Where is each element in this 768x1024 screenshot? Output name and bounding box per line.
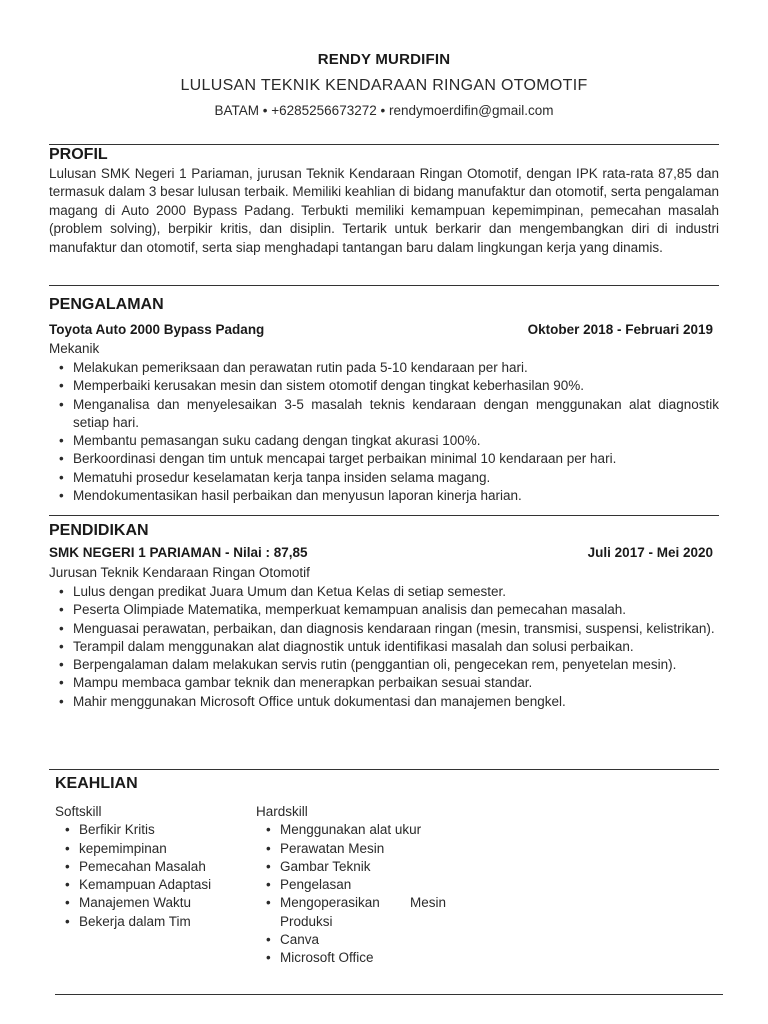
softskill-item: • Pemecahan Masalah [55,858,245,876]
education-item: • Mahir menggunakan Microsoft Office untuk dokumentasi dan manajemen bengkel. [49,693,719,711]
hardskill-item: • Pengelasan [256,876,446,894]
experience-item: • Memperbaiki kerusakan mesin dan sistem otomotif dengan tingkat keberhasilan 90%. [49,377,719,395]
school-dates: Juli 2017 - Mei 2020 [587,545,713,560]
section-heading-pendidikan: PENDIDIKAN [49,522,149,539]
softskill-label: Softskill [55,804,102,819]
experience-item: • Mendokumentasikan hasil perbaikan dan menyusun laporan kinerja harian. [49,487,719,505]
hardskill-item: • Mengoperasikan Mesin Produksi [256,894,446,931]
softskill-item: • Bekerja dalam Tim [55,913,245,931]
softskill-column [55,803,255,931]
section-heading-keahlian: KEAHLIAN [55,775,138,792]
hardskill-item: • Gambar Teknik [256,858,446,876]
experience-item: • Mematuhi prosedur keselamatan kerja tanpa insiden selama magang. [49,469,719,487]
softskill-item: • Berfikir Kritis [55,821,245,839]
education-item: • Lulus dengan predikat Juara Umum dan Ketua Kelas di setiap semester. [49,583,719,601]
experience-item: • Membantu pemasangan suku cadang dengan tingkat akurasi 100%. [49,432,719,450]
experience-item: • Melakukan pemeriksaan dan perawatan rutin pada 5-10 kendaraan per hari. [49,359,719,377]
education-item: • Menguasai perawatan, perbaikan, dan diagnosis kendaraan ringan (mesin, transmisi, suspensi, kelistrikan). [49,620,719,638]
softskill-item: • kepemimpinan [55,840,245,858]
profil-text: Lulusan SMK Negeri 1 Pariaman, jurusan Teknik Kendaraan Ringan Otomotif, dengan IPK rata-rata 87,85 dan termasuk dalam 3 besar lulusan terbaik. Memiliki keahlian di bidang manufaktur dan otomotif, serta pengalaman magang di Auto 2000 Bypass Padang. Terbukti memiliki kemampuan kepemimpinan, pemecahan masalah (problem solving), berpikir kritis, dan disiplin. Tertarik untuk berkarir dan mengembangkan diri di industri manufaktur dan otomotif, serta siap menghadapi tantangan baru dalam lingkungan kerja yang dinamis. [49,166,719,255]
job-company: Toyota Auto 2000 Bypass Padang [49,322,265,337]
hardskill-item: • Canva [256,931,446,949]
experience-item: • Menganalisa dan menyelesaikan 3-5 masalah teknis kendaraan dengan menggunakan alat diagnostik setiap hari. [49,396,719,433]
section-divider [49,144,719,145]
hardskill-label: Hardskill [256,804,308,819]
hardskill-item: • Perawatan Mesin [256,840,446,858]
school-name: SMK NEGERI 1 PARIAMAN - Nilai : 87,85 [49,545,308,560]
candidate-name: RENDY MURDIFIN [317,51,451,68]
footer-divider [55,994,723,995]
education-list [49,583,719,711]
section-heading-pengalaman: PENGALAMAN [49,296,164,313]
candidate-tagline: LULUSAN TEKNIK KENDARAAN RINGAN OTOMOTIF [180,77,588,94]
education-item: • Mampu membaca gambar teknik dan menerapkan perbaikan sesuai standar. [49,674,719,692]
hardskill-item: • Menggunakan alat ukur [256,821,446,839]
softskill-item: • Manajemen Waktu [55,894,245,912]
education-item: • Terampil dalam menggunakan alat diagnostik untuk identifikasi masalah dan solusi perbaikan. [49,638,719,656]
experience-list [49,359,719,505]
hardskill-item: • Microsoft Office [256,949,446,967]
section-divider [49,769,719,770]
hardskill-list [256,821,446,967]
job-role: Mekanik [49,341,100,356]
job-dates: Oktober 2018 - Februari 2019 [527,322,713,337]
experience-item: • Berkoordinasi dengan tim untuk mencapai target perbaikan minimal 10 kendaraan per hari. [49,450,719,468]
school-major: Jurusan Teknik Kendaraan Ringan Otomotif [49,565,310,580]
hardskill-column [256,803,456,968]
education-item: • Peserta Olimpiade Matematika, memperkuat kemampuan analisis dan pemecahan masalah. [49,601,719,619]
softskill-list [55,821,245,931]
education-item: • Berpengalaman dalam melakukan servis rutin (penggantian oli, pengecekan rem, penyetelan mesin). [49,656,719,674]
section-divider [49,515,719,516]
contact-line: BATAM • +6285256673272 • rendymoerdifin@gmail.com [214,103,554,118]
section-divider [49,285,719,286]
softskill-item: • Kemampuan Adaptasi [55,876,245,894]
section-heading-profil: PROFIL [49,146,108,163]
